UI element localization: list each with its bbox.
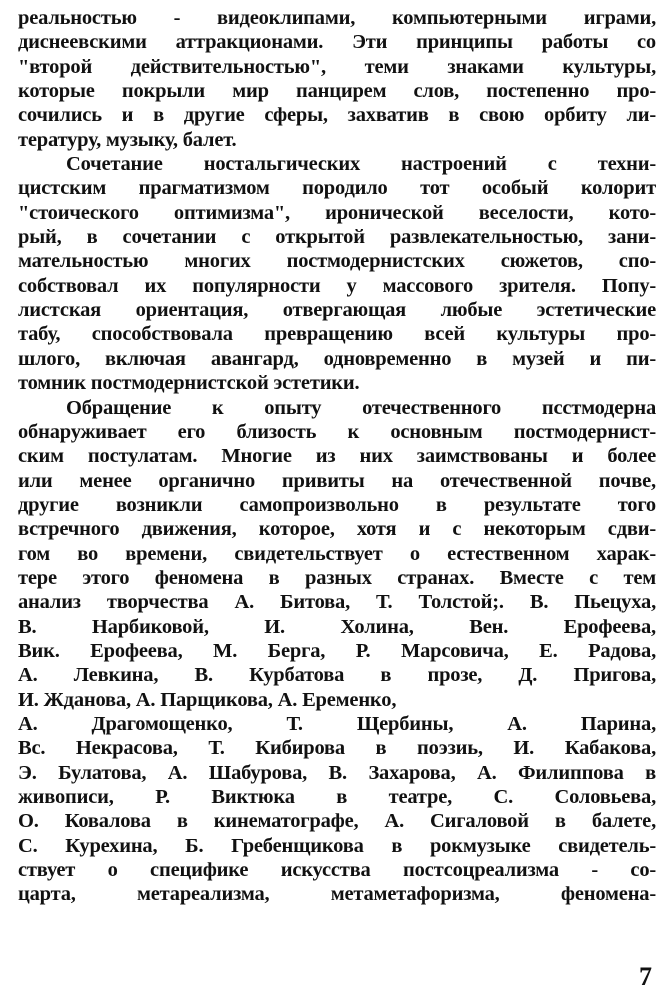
- text-line-8: цистским прагматизмом породило тот особый колорит: [18, 177, 656, 200]
- text-line-33: живописи, Р. Виктюка в театре, С. Соловьева,: [18, 786, 656, 808]
- text-line-23: гом во времени, свидетельствует о естественном харак-: [18, 542, 656, 565]
- text-line-15: шлого, включая авангард, одновременно в музей и пи-: [18, 347, 656, 370]
- text-line-26: В. Нарбиковой, И. Холина, Вен. Ерофеева,: [18, 615, 656, 638]
- text-line-31: Вс. Некрасова, Т. Кибирова в поэзиь, И. Кабакова,: [18, 737, 656, 760]
- text-line-34: О. Ковалова в кинематографе, А. Сигаловой в балете,: [18, 810, 656, 833]
- text-line-6: тературу, музыку, балет.: [18, 128, 237, 151]
- text-line-5: сочились и в другие сферы, захватив в свою орбиту ли-: [18, 104, 656, 127]
- text-line-22: встречного движения, которое, хотя и с некоторым сдви-: [18, 518, 656, 541]
- text-line-9: "стоического оптимизма", иронической веселости, кото-: [18, 201, 656, 224]
- text-line-24: тере этого феномена в разных странах. Вместе с тем: [18, 566, 656, 589]
- text-line-16: томник постмодернистской эстетики.: [18, 372, 360, 395]
- text-line-2: диснеевскими аттракционами. Эти принципы работы со: [18, 31, 656, 54]
- text-line-25: анализ творчества А. Битова, Т. Толстой;. В. Пьецуха,: [18, 591, 656, 614]
- text-line-37: царта, метареализма, метаметафоризма, феномена-: [18, 883, 656, 906]
- text-line-12: собствовал их популярности у массового зрителя. Попу-: [18, 274, 656, 297]
- text-line-18: обнаруживает его близость к основным постмодернист-: [18, 420, 656, 443]
- page-number: 7: [639, 962, 652, 991]
- text-line-10: рый, в сочетании с открытой развлекательностью, зани-: [18, 226, 656, 249]
- page-text: [18, 6, 656, 907]
- text-line-19: ским постулатам. Многие из них заимствованы и более: [18, 445, 656, 468]
- text-line-29: И. Жданова, А. Парщикова, А. Еременко,: [18, 688, 397, 711]
- text-line-28: А. Левкина, В. Курбатова в прозе, Д. Пригова,: [18, 664, 656, 687]
- text-line-36: ствует о специфике искусства постсоцреализма - со-: [18, 859, 656, 882]
- text-line-32: Э. Булатова, А. Шабурова, В. Захарова, А. Филиппова в: [18, 761, 656, 784]
- text-line-20: или менее органично привиты на отечественной почве,: [18, 469, 656, 492]
- text-line-21: другие возникли самопроизвольно в результате того: [18, 493, 656, 516]
- text-line-7: Сочетание ностальгических настроений с техни-: [66, 153, 656, 176]
- text-line-35: С. Курехина, Б. Гребенщикова в рокмузыке свидетель-: [18, 834, 656, 857]
- text-line-17: Обращение к опыту отечественного пcстмодерна: [66, 396, 656, 419]
- text-line-3: "второй действительностью", теми знаками культуры,: [18, 55, 656, 78]
- text-line-27: Вик. Ерофеева, М. Берга, Р. Марсовича, Е. Радова,: [18, 639, 656, 662]
- text-line-13: листская ориентация, отвергающая любые эстетические: [18, 299, 656, 322]
- text-line-14: табу, способствовала превращению всей культуры про-: [18, 323, 656, 346]
- text-line-11: мательностью многих постмодернистских сюжетов, спо-: [18, 250, 656, 273]
- text-line-1: реальностью - видеоклипами, компьютерными играми,: [18, 7, 656, 29]
- text-line-4: которые покрыли мир панцирем слов, постепенно про-: [18, 80, 656, 103]
- text-line-30: А. Драгомощенко, Т. Щербины, А. Парина,: [18, 712, 656, 735]
